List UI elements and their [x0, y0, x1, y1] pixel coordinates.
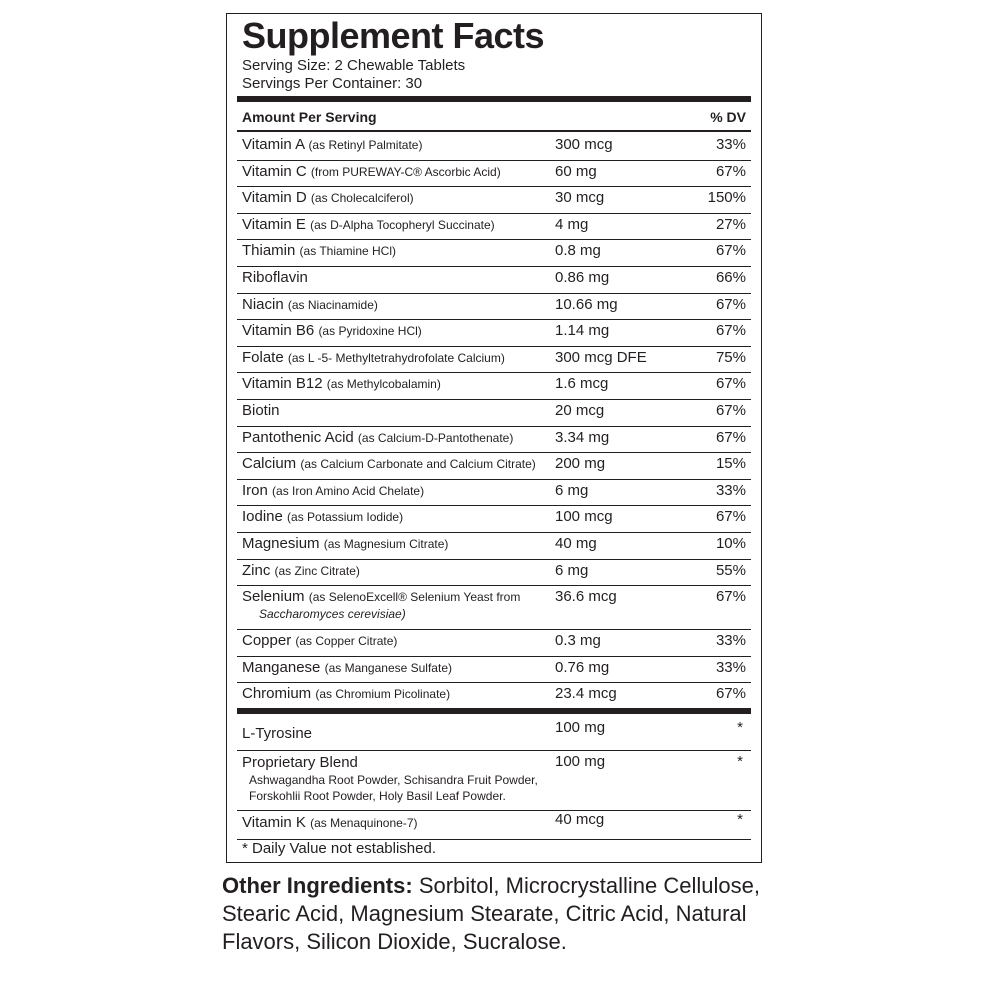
- nutrient-row: [237, 161, 751, 188]
- nutrient-row: [237, 683, 751, 710]
- other-name: [242, 725, 312, 742]
- nutrient-amount: 300 mcg DFE: [555, 348, 647, 366]
- other-dv: *: [737, 811, 743, 828]
- nutrient-name: [242, 429, 513, 446]
- nutrient-row: [237, 586, 751, 630]
- nutrient-amount: 200 mg: [555, 455, 606, 473]
- nutrient-amount: 0.76 mg: [555, 658, 610, 676]
- nutrient-name-text: Iodine: [242, 508, 283, 526]
- nutrient-row: [237, 427, 751, 454]
- nutrient-name-text: Vitamin D: [242, 189, 307, 207]
- nutrient-dv: 67%: [715, 401, 746, 419]
- nutrient-source: (as Zinc Citrate): [274, 563, 360, 578]
- header-divider: [237, 130, 751, 132]
- nutrient-name-text: Copper: [242, 632, 292, 650]
- table-header: [242, 107, 746, 129]
- other-name-text: Proprietary Blend: [242, 754, 358, 771]
- nutrient-name-text: Thiamin: [242, 242, 296, 260]
- nutrient-name-text: Chromium: [242, 685, 312, 703]
- nutrient-name: [242, 189, 414, 206]
- nutrient-row: [237, 187, 751, 214]
- nutrient-name: [242, 455, 536, 472]
- nutrient-dv: 67%: [715, 242, 746, 260]
- nutrient-name: [242, 632, 397, 649]
- nutrient-amount: 23.4 mcg: [555, 685, 617, 703]
- nutrient-amount: 3.34 mg: [555, 428, 610, 446]
- other-ingredients: [222, 872, 782, 956]
- other-amount: 40 mcg: [555, 811, 605, 828]
- nutrient-source: (as Cholecalciferol): [310, 191, 414, 206]
- nutrient-row: [237, 347, 751, 374]
- nutrient-source: (as Manganese Sulfate): [324, 660, 452, 675]
- nutrient-amount: 60 mg: [555, 162, 597, 180]
- nutrient-name: [242, 562, 360, 579]
- nutrient-dv: 33%: [715, 658, 746, 676]
- nutrient-name-text: Manganese: [242, 658, 321, 676]
- nutrient-dv: 67%: [715, 295, 746, 313]
- nutrient-dv: 15%: [715, 455, 746, 473]
- nutrient-name: [242, 322, 422, 339]
- servings-per-container: Servings Per Container: 30: [242, 75, 423, 92]
- panel-title: Supplement Facts: [242, 15, 545, 56]
- other-name: [242, 814, 418, 831]
- nutrient-dv: 67%: [715, 508, 746, 526]
- nutrient-dv: 67%: [715, 322, 746, 340]
- nutrient-source: (as Methylcobalamin): [326, 377, 441, 392]
- nutrient-source: (from PUREWAY-C® Ascorbic Acid): [310, 164, 501, 179]
- nutrient-amount: 6 mg: [555, 481, 589, 499]
- nutrient-name: [242, 269, 308, 286]
- nutrient-name: [242, 482, 424, 499]
- other-ingredients-text: Sorbitol, Microcrystalline Cellulose, Stearic Acid, Magnesium Stearate, Citric Acid, Natural Flavors, Silicon Dioxide, Sucralose.: [222, 873, 760, 954]
- nutrient-dv: 66%: [715, 268, 746, 286]
- nutrient-source: (as Potassium Iodide): [287, 510, 404, 525]
- nutrient-row: [237, 214, 751, 241]
- nutrient-row: [237, 506, 751, 533]
- nutrient-name-text: Vitamin E: [242, 215, 306, 233]
- other-dv: *: [737, 719, 743, 736]
- dv-label: % DV: [710, 109, 746, 125]
- middle-divider: [237, 708, 751, 714]
- nutrient-row: [237, 533, 751, 560]
- nutrient-dv: 27%: [715, 215, 746, 233]
- other-row: [237, 751, 751, 811]
- nutrient-dv: 150%: [707, 189, 746, 207]
- nutrient-source: (as Niacinamide): [287, 297, 378, 312]
- nutrient-dv: 67%: [715, 685, 746, 703]
- nutrient-name-text: Calcium: [242, 455, 297, 473]
- nutrient-row: [237, 134, 751, 161]
- nutrient-source: (as Retinyl Palmitate): [308, 138, 423, 152]
- nutrient-dv: 67%: [715, 162, 746, 180]
- other-row: [237, 717, 751, 751]
- nutrient-amount: 1.14 mg: [555, 322, 610, 340]
- nutrient-amount: 0.86 mg: [555, 268, 610, 286]
- nutrient-name: [242, 375, 441, 392]
- other-source: (as Menaquinone-7): [310, 816, 418, 830]
- nutrient-row: [237, 453, 751, 480]
- nutrient-name-text: Folate: [242, 348, 284, 366]
- nutrient-name: [242, 216, 495, 233]
- nutrient-source: (as D-Alpha Tocopheryl Succinate): [310, 217, 495, 232]
- nutrient-name: [242, 588, 520, 605]
- nutrient-source: (as Iron Amino Acid Chelate): [272, 483, 425, 498]
- nutrient-amount: 30 mcg: [555, 189, 605, 207]
- nutrient-source: (as Calcium Carbonate and Calcium Citrate): [300, 457, 536, 472]
- nutrient-dv: 10%: [715, 534, 746, 552]
- nutrient-name: [242, 242, 396, 259]
- nutrient-row: [237, 373, 751, 400]
- nutrient-source: (as Magnesium Citrate): [323, 536, 449, 551]
- nutrient-dv: 67%: [715, 375, 746, 393]
- nutrient-dv: 33%: [715, 632, 746, 650]
- nutrient-name-text: Zinc: [242, 561, 271, 579]
- nutrient-name-text: Vitamin B6: [242, 322, 315, 340]
- nutrient-source: (as Calcium-D-Pantothenate): [357, 430, 514, 445]
- other-name-text: Vitamin K: [242, 814, 306, 831]
- other-ingredient-list: [237, 717, 751, 840]
- nutrient-name-text: Iron: [242, 481, 268, 499]
- nutrient-list: [237, 134, 751, 710]
- nutrient-amount: 4 mg: [555, 215, 589, 233]
- amount-per-serving-label: Amount Per Serving: [242, 109, 377, 125]
- nutrient-source: (as Copper Citrate): [295, 634, 398, 649]
- other-row: [237, 811, 751, 840]
- nutrient-name-text: Vitamin B12: [242, 375, 323, 393]
- nutrient-amount: 10.66 mg: [555, 295, 618, 313]
- nutrient-name-text: Biotin: [242, 401, 280, 419]
- nutrient-amount: 1.6 mcg: [555, 375, 609, 393]
- nutrient-row: [237, 294, 751, 321]
- nutrient-row: [237, 630, 751, 657]
- nutrient-dv: 75%: [715, 348, 746, 366]
- nutrient-amount: 100 mcg: [555, 508, 613, 526]
- nutrient-name-text: Magnesium: [242, 534, 320, 552]
- nutrient-name-text: Vitamin C: [242, 162, 307, 180]
- nutrient-name-text: Pantothenic Acid: [242, 428, 354, 446]
- nutrient-amount: 0.8 mg: [555, 242, 601, 260]
- nutrient-row: [237, 240, 751, 267]
- nutrient-dv: 67%: [715, 428, 746, 446]
- nutrient-row: [237, 400, 751, 427]
- nutrient-row: [237, 657, 751, 684]
- nutrient-dv: 33%: [715, 136, 746, 153]
- nutrient-source: (as L -5- Methyltetrahydrofolate Calcium): [287, 350, 505, 365]
- nutrient-name: [242, 163, 501, 180]
- nutrient-amount: 6 mg: [555, 561, 589, 579]
- nutrient-name: [242, 685, 450, 702]
- nutrient-row: [237, 480, 751, 507]
- nutrient-name: [242, 296, 378, 313]
- nutrient-row: [237, 320, 751, 347]
- blend-ingredients: Ashwagandha Root Powder, Schisandra Fruit Powder, Forskohlii Root Powder, Holy Basil Leaf Powder.: [249, 773, 538, 803]
- nutrient-amount: 300 mcg: [555, 136, 613, 153]
- other-amount: 100 mg: [555, 719, 606, 736]
- nutrient-dv: 55%: [715, 561, 746, 579]
- other-ingredients-label: Other Ingredients:: [222, 873, 413, 898]
- nutrient-name: [242, 349, 505, 366]
- nutrient-name-text: Riboflavin: [242, 268, 308, 286]
- nutrient-name: [242, 659, 452, 676]
- nutrient-name-text: Niacin: [242, 295, 284, 313]
- nutrient-source: (as Thiamine HCl): [299, 244, 396, 259]
- nutrient-name-text: Selenium: [242, 588, 305, 606]
- nutrient-name-text: Vitamin A: [242, 136, 305, 153]
- nutrient-amount: 40 mg: [555, 534, 597, 552]
- nutrient-dv: 33%: [715, 481, 746, 499]
- nutrient-dv: 67%: [715, 588, 746, 606]
- nutrient-source: (as SelenoExcell® Selenium Yeast from: [308, 590, 521, 605]
- top-divider: [237, 96, 751, 102]
- nutrient-source: (as Pyridoxine HCl): [318, 324, 422, 339]
- nutrient-name: [242, 508, 403, 525]
- nutrient-row: [237, 267, 751, 294]
- footnote: * Daily Value not established.: [242, 840, 437, 857]
- nutrient-amount: 20 mcg: [555, 401, 605, 419]
- nutrient-source: (as Chromium Picolinate): [315, 687, 451, 702]
- other-dv: *: [737, 753, 743, 770]
- other-name-text: L-Tyrosine: [242, 725, 313, 742]
- nutrient-row: [237, 560, 751, 587]
- nutrient-name: [242, 535, 448, 552]
- nutrient-name: [242, 136, 422, 153]
- nutrient-amount: 0.3 mg: [555, 632, 601, 650]
- nutrient-name: [242, 402, 280, 419]
- supplement-facts-panel: [226, 13, 762, 863]
- other-amount: 100 mg: [555, 753, 606, 770]
- serving-size: Serving Size: 2 Chewable Tablets: [242, 57, 466, 74]
- other-name: [242, 754, 358, 771]
- nutrient-source-line2: Saccharomyces cerevisiae): [259, 607, 406, 622]
- nutrient-amount: 36.6 mcg: [555, 588, 617, 606]
